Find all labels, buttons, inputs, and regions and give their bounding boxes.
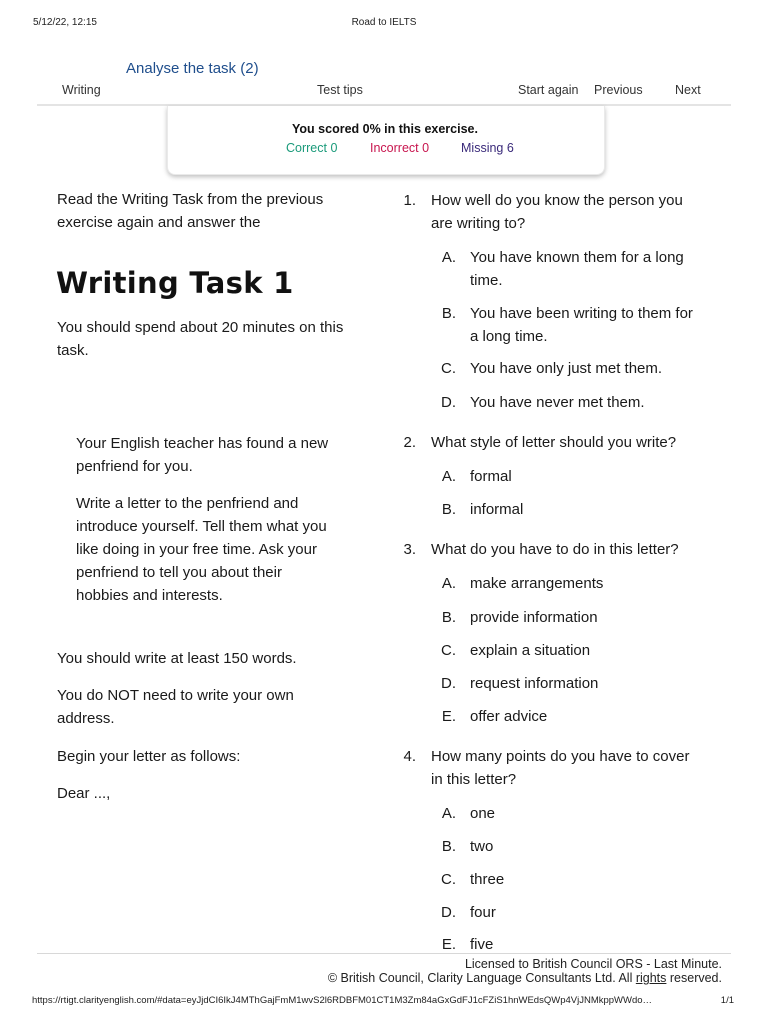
option-text[interactable]: five: [470, 936, 494, 953]
option-letter[interactable]: B.: [441, 609, 456, 626]
print-datetime: 5/12/22, 12:15: [33, 17, 97, 28]
footer-divider: [37, 953, 731, 954]
option-letter[interactable]: B.: [441, 838, 456, 855]
option-letter[interactable]: B.: [441, 305, 456, 322]
rights-link[interactable]: rights: [635, 971, 667, 985]
option-letter[interactable]: A.: [441, 805, 456, 822]
exercise-title[interactable]: Analyse the task (2): [126, 60, 259, 77]
option-text[interactable]: request information: [470, 675, 599, 692]
option-letter[interactable]: C.: [441, 642, 456, 659]
option-text[interactable]: offer advice: [470, 708, 548, 725]
prompt-paragraph-2: [76, 492, 327, 607]
option-letter[interactable]: C.: [441, 360, 456, 377]
option-line: You have been writing to them for: [470, 305, 693, 322]
spend-text: [57, 316, 343, 362]
spend-line: You should spend about 20 minutes on this: [57, 319, 344, 336]
prompt-line: penfriend to tell you about their: [76, 564, 282, 581]
question-line: in this letter?: [431, 771, 517, 788]
option-letter[interactable]: B.: [441, 501, 456, 518]
prompt-line: Write a letter to the penfriend and: [76, 495, 299, 512]
option-letter[interactable]: D.: [441, 394, 456, 411]
question-number: 1.: [403, 192, 416, 209]
copyright-prefix: © British Council, Clarity Language Consultants Ltd. All: [327, 971, 636, 985]
nav-test-tips[interactable]: Test tips: [317, 83, 363, 97]
address-line: You do NOT need to write your own: [57, 687, 294, 704]
prompt-line: hobbies and interests.: [76, 587, 223, 604]
spend-line: task.: [57, 342, 89, 359]
option-letter[interactable]: A.: [441, 468, 456, 485]
copyright-suffix: reserved.: [666, 971, 722, 985]
dear-text: Dear ...,: [57, 785, 111, 802]
print-page-title: Road to IELTS: [351, 17, 417, 28]
nav-writing[interactable]: Writing: [62, 83, 101, 97]
task-title: Writing Task 1: [56, 266, 294, 300]
option-line: a long time.: [470, 328, 548, 345]
prompt-line: like doing in your free time. Ask your: [76, 541, 317, 558]
address-line: address.: [57, 710, 115, 727]
option-text[interactable]: You have never met them.: [470, 394, 645, 411]
score-missing: Missing 6: [461, 141, 514, 155]
begin-text: Begin your letter as follows:: [57, 748, 241, 765]
option-text[interactable]: [470, 302, 693, 348]
option-text[interactable]: three: [470, 871, 505, 888]
intro-line: Read the Writing Task from the previous: [57, 191, 324, 208]
score-summary: You scored 0% in this exercise.: [292, 122, 478, 136]
option-text[interactable]: provide information: [470, 609, 598, 626]
question-number: 3.: [403, 541, 416, 558]
option-letter[interactable]: E.: [441, 936, 456, 953]
next-button[interactable]: Next: [675, 83, 701, 97]
score-correct: Correct 0: [286, 141, 338, 155]
question-number: 2.: [403, 434, 416, 451]
print-url: https://rtigt.clarityenglish.com/#data=eyJjdCI6IkJ4MThGajFmM1wvS2l6RDBFM01CT1M3Zm84aGxGdFJ1cFZiS1hnWEdsQWp4VjJNMkppWWdo…: [32, 995, 653, 1006]
option-text[interactable]: one: [470, 805, 496, 822]
intro-text: [57, 188, 323, 234]
prompt-line: penfriend for you.: [76, 458, 193, 475]
previous-button[interactable]: Previous: [594, 83, 643, 97]
option-letter[interactable]: D.: [441, 904, 456, 921]
start-again-button[interactable]: Start again: [518, 83, 579, 97]
question-line: are writing to?: [431, 215, 526, 232]
option-letter[interactable]: A.: [441, 575, 456, 592]
prompt-line: Your English teacher has found a new: [76, 435, 329, 452]
option-letter[interactable]: C.: [441, 871, 456, 888]
option-text[interactable]: four: [470, 904, 496, 921]
option-letter[interactable]: D.: [441, 675, 456, 692]
option-text[interactable]: You have only just met them.: [470, 360, 663, 377]
intro-line: exercise again and answer the: [57, 214, 261, 231]
prompt-paragraph-1: [76, 432, 328, 478]
address-text: [57, 684, 294, 730]
option-text[interactable]: informal: [470, 501, 524, 518]
option-letter[interactable]: E.: [441, 708, 456, 725]
question-text: [431, 189, 683, 235]
question-number: 4.: [403, 748, 416, 765]
question-text: What style of letter should you write?: [431, 434, 677, 451]
license-text: Licensed to British Council ORS - Last Minute.: [464, 957, 722, 971]
option-text[interactable]: make arrangements: [470, 575, 604, 592]
option-text[interactable]: [470, 246, 684, 292]
word-count-text: You should write at least 150 words.: [57, 650, 297, 667]
prompt-line: introduce yourself. Tell them what you: [76, 518, 327, 535]
score-incorrect: Incorrect 0: [370, 141, 430, 155]
question-text: What do you have to do in this letter?: [431, 541, 679, 558]
option-text[interactable]: formal: [470, 468, 512, 485]
question-line: How many points do you have to cover: [431, 748, 690, 765]
question-text: [431, 745, 689, 791]
option-line: time.: [470, 272, 503, 289]
option-text[interactable]: explain a situation: [470, 642, 591, 659]
print-page-number: 1/1: [720, 995, 734, 1006]
question-line: How well do you know the person you: [431, 192, 683, 209]
option-letter[interactable]: A.: [441, 249, 456, 266]
option-text[interactable]: two: [470, 838, 494, 855]
copyright-text: [328, 971, 722, 985]
option-line: You have known them for a long: [470, 249, 684, 266]
